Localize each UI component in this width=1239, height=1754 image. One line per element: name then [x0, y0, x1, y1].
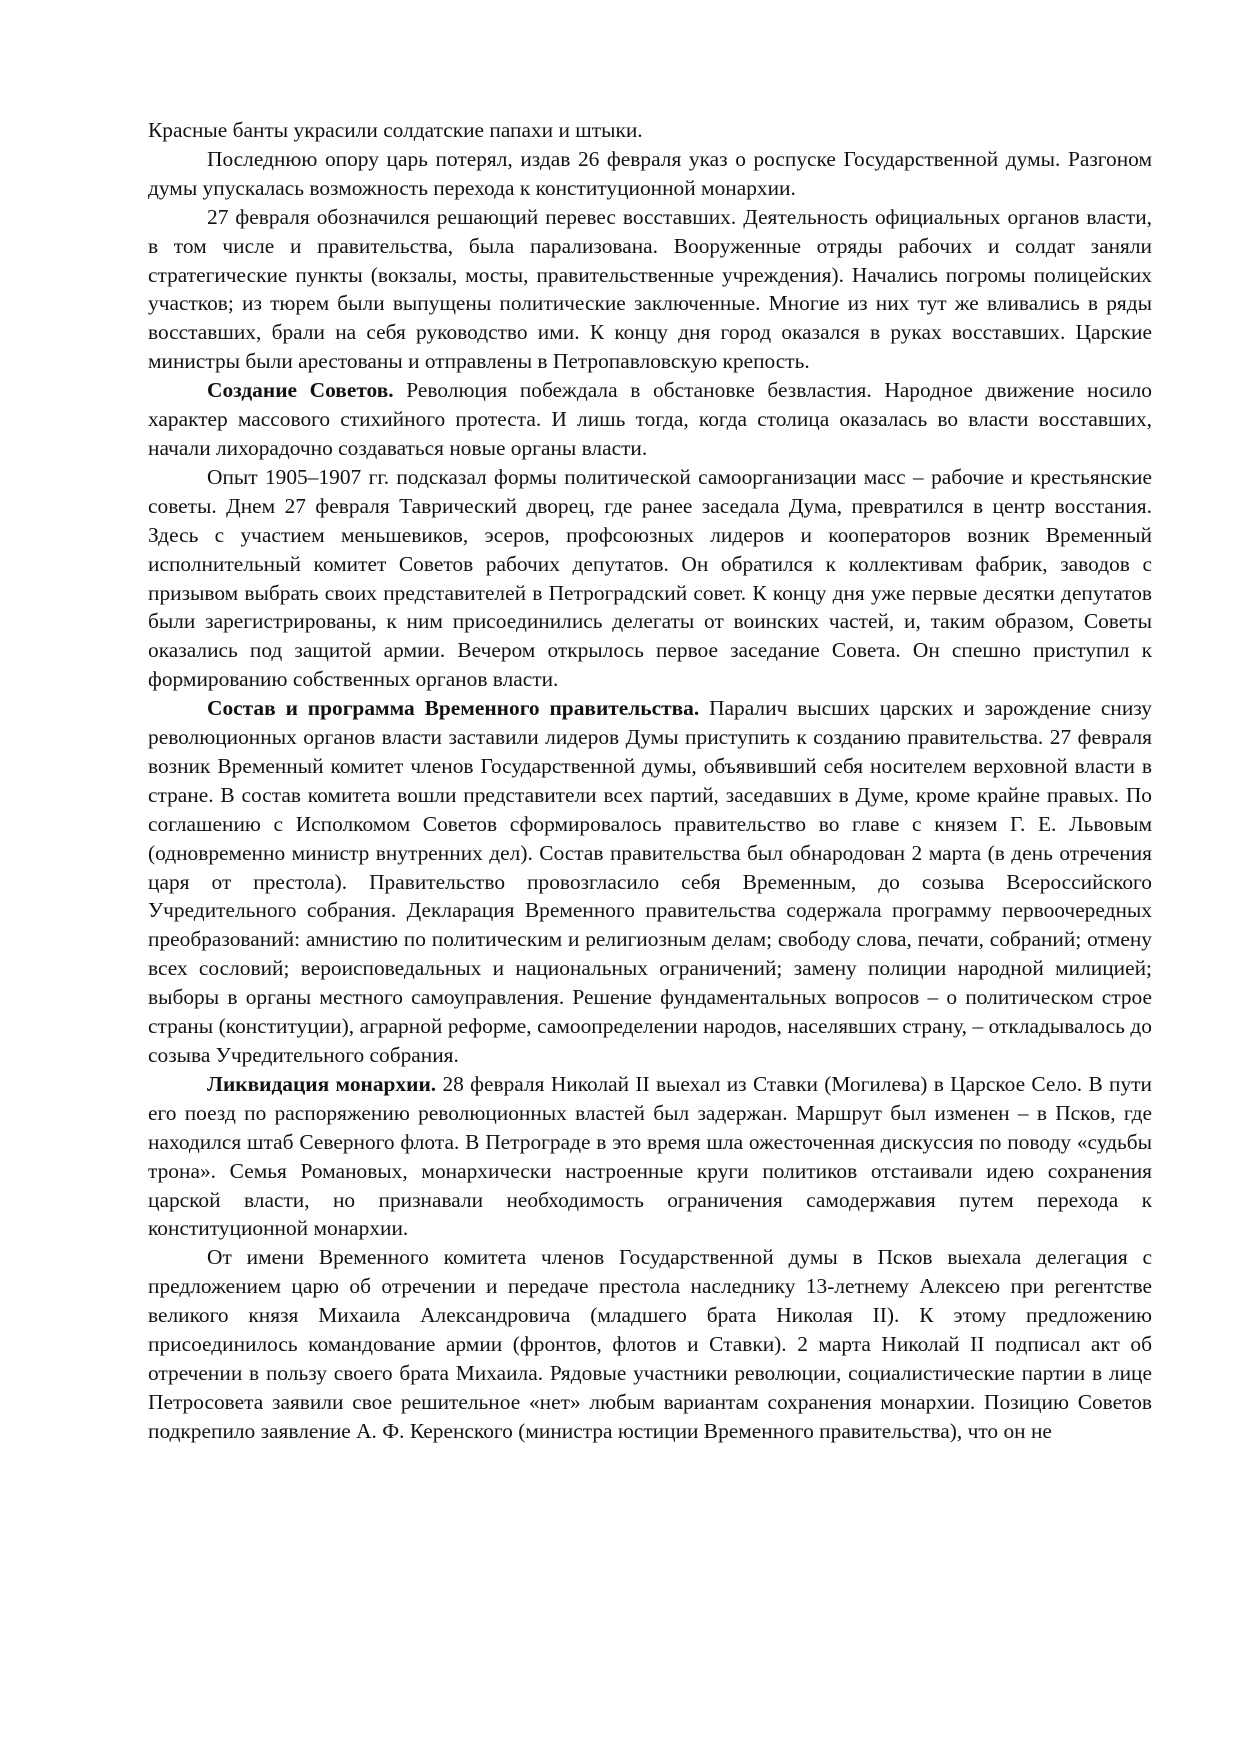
paragraph: [148, 116, 1152, 145]
paragraph-text: 28 февраля Николай II выехал из Ставки (Могилева) в Царское Село. В пути его поезд по распоряжению революционных властей был задержан. Маршрут был изменен – в Псков, где находился штаб Северного флота. В Петрограде в это время шла ожесточенная дискуссия по поводу «судьбы трона». Семья Романовых, монархически настроенные круги политиков отстаивали идею сохранения царской власти, но признавали необходимость ограничения самодержавия путем перехода к конституционной монархии.: [148, 1071, 1152, 1241]
paragraph: [148, 694, 1152, 1070]
paragraph-text: Опыт 1905–1907 гг. подсказал формы политической самоорганизации масс – рабочие и крестьянские советы. Днем 27 февраля Таврический дворец, где ранее заседала Дума, превратился в центр восстания. Здесь с участием меньшевиков, эсеров, профсоюзных лидеров и кооператоров возник Временный исполнительный комитет Советов рабочих депутатов. Он обратился к коллективам фабрик, заводов с призывом выбрать своих представителей в Петроградский совет. К концу дня уже первые десятки депутатов были зарегистрированы, к ним присоединились делегаты от воинских частей, и, таким образом, Советы оказались под защитой армии. Вечером открылось первое заседание Совета. Он спешно приступил к формированию собственных органов власти.: [148, 464, 1152, 692]
paragraph-text: От имени Временного комитета членов Государственной думы в Псков выехала делегация с предложением царю об отречении и передаче престола наследнику 13-летнему Алексею при регентстве великого князя Михаила Александровича (младшего брата Николая II). К этому предложению присоединилось командование армии (фронтов, флотов и Ставки). 2 марта Николай II подписал акт об отречении в пользу своего брата Михаила. Рядовые участники революции, социалистические партии в лице Петросовета заявили свое решительное «нет» любым вариантам сохранения монархии. Позицию Советов подкрепило заявление А. Ф. Керенского (министра юстиции Временного правительства), что он не: [148, 1245, 1152, 1443]
paragraph: [148, 1243, 1152, 1445]
document-page: [148, 116, 1152, 1446]
section-heading: Создание Советов.: [207, 378, 394, 403]
paragraph: [148, 463, 1152, 694]
paragraph-text: Революция побеждала в обстановке безвластия. Народное движение носило характер массового стихийного протеста. И лишь тогда, когда столица оказалась во власти восставших, начали лихорадочно создаваться новые органы власти.: [148, 378, 1152, 460]
paragraph-text: 27 февраля обозначился решающий перевес восставших. Деятельность официальных органов власти, в том числе и правительства, была парализована. Вооруженные отряды рабочих и солдат заняли стратегические пункты (вокзалы, мосты, правительственные учреждения). Начались погромы полицейских участков; из тюрем были выпущены политические заключенные. Многие из них тут же вливались в ряды восставших, брали на себя руководство ими. К концу дня город оказался в руках восставших. Царские министры были арестованы и отправлены в Петропавловскую крепость.: [148, 204, 1152, 374]
paragraph: [148, 145, 1152, 203]
paragraph: [148, 203, 1152, 376]
section-heading: Ликвидация монархии.: [207, 1071, 437, 1096]
paragraph-text: Паралич высших царских и зарождение снизу революционных органов власти заставили лидеров Думы приступить к созданию правительства. 27 февраля возник Временный комитет членов Государственной думы, объявивший себя носителем верховной власти в стране. В состав комитета вошли представители всех партий, заседавших в Думе, кроме крайне правых. По соглашению с Исполкомом Советов сформировалось правительство во главе с князем Г. Е. Львовым (одновременно министр внутренних дел). Состав правительства был обнародован 2 марта (в день отречения царя от престола). Правительство провозгласило себя Временным, до созыва Всероссийского Учредительного собрания. Декларация Временного правительства содержала программу первоочередных преобразований: амнистию по политическим и религиозным делам; свободу слова, печати, собраний; отмену всех сословий; вероисповедальных и национальных ограничений; замену полиции народной милицией; выборы в органы местного самоуправления. Решение фундаментальных вопросов – о политическом строе страны (конституции), аграрной реформе, самоопределении народов, населявших страну, – откладывалось до созыва Учредительного собрания.: [148, 696, 1152, 1067]
paragraph: [148, 1070, 1152, 1243]
section-heading: Состав и программа Временного правительства.: [207, 696, 700, 721]
paragraph-text: Красные банты украсили солдатские папахи и штыки.: [148, 118, 643, 142]
paragraph: [148, 376, 1152, 463]
paragraph-text: Последнюю опору царь потерял, издав 26 февраля указ о роспуске Государственной думы. Разгоном думы упускалась возможность перехода к конституционной монархии.: [148, 146, 1152, 200]
